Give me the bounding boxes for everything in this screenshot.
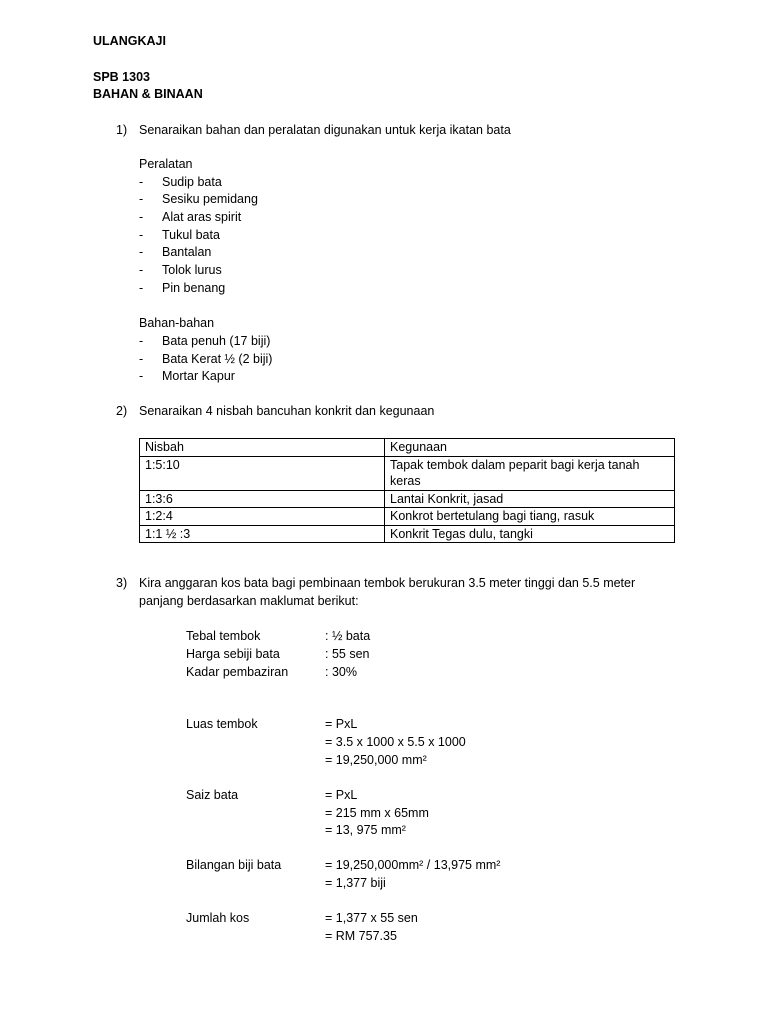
table-row [140, 525, 675, 543]
calc-line: = 13, 975 mm² [325, 823, 406, 837]
table-cell: 1:1 ½ :3 [140, 525, 385, 543]
list-dash: - [139, 334, 144, 348]
brick-size-label: Saiz bata [186, 788, 239, 802]
q1-question: Senaraikan bahan dan peralatan digunakan untuk kerja ikatan bata [139, 123, 511, 137]
q1-tools-heading: Peralatan [139, 157, 193, 171]
calc-line: = 19,250,000mm² / 13,975 mm² [325, 858, 501, 872]
table-header-row [140, 439, 675, 457]
given-value: : ½ bata [325, 629, 371, 643]
given-value: : 55 sen [325, 647, 370, 661]
tool-item: Tolok lurus [162, 263, 222, 277]
q3-question-line2: panjang berdasarkan maklumat berikut: [139, 594, 359, 608]
course-code: SPB 1303 [93, 70, 150, 84]
tool-item: Bantalan [162, 245, 212, 259]
area-label: Luas tembok [186, 717, 258, 731]
q3-question-line1: Kira anggaran kos bata bagi pembinaan tembok berukuran 3.5 meter tinggi dan 5.5 meter [139, 576, 636, 590]
list-dash: - [139, 263, 144, 277]
list-dash: - [139, 245, 144, 259]
doc-title: ULANGKAJI [93, 34, 166, 48]
calc-line: = 19,250,000 mm² [325, 753, 427, 767]
calc-line: = PxL [325, 717, 358, 731]
tool-item: Sesiku pemidang [162, 192, 258, 206]
calc-line: = 3.5 x 1000 x 5.5 x 1000 [325, 735, 466, 749]
q1-number: 1) [116, 123, 128, 137]
list-dash: - [139, 369, 144, 383]
list-dash: - [139, 228, 144, 242]
list-dash: - [139, 175, 144, 189]
tool-item: Tukul bata [162, 228, 220, 242]
table-row [140, 456, 675, 490]
q2-number: 2) [116, 404, 128, 418]
table-cell: 1:5:10 [140, 456, 385, 490]
table-cell: Konkrit Tegas dulu, tangki [385, 525, 675, 543]
calc-line: = PxL [325, 788, 358, 802]
calc-line: = 1,377 biji [325, 876, 386, 890]
q1-materials-heading: Bahan-bahan [139, 316, 215, 330]
table-cell: 1:2:4 [140, 508, 385, 526]
table-cell: Konkrot bertetulang bagi tiang, rasuk [385, 508, 675, 526]
table-row [140, 508, 675, 526]
calc-line: = RM 757.35 [325, 929, 397, 943]
material-item: Bata penuh (17 biji) [162, 334, 271, 348]
table-row [140, 490, 675, 508]
list-dash: - [139, 192, 144, 206]
given-label: Harga sebiji bata [186, 647, 280, 661]
given-label: Tebal tembok [186, 629, 261, 643]
table-header-cell: Nisbah [140, 439, 385, 457]
tool-item: Sudip bata [162, 175, 222, 189]
tool-item: Alat aras spirit [162, 210, 242, 224]
table-cell: Lantai Konkrit, jasad [385, 490, 675, 508]
total-cost-label: Jumlah kos [186, 911, 250, 925]
list-dash: - [139, 281, 144, 295]
course-name: BAHAN & BINAAN [93, 87, 203, 101]
table-header-cell: Kegunaan [385, 439, 675, 457]
material-item: Mortar Kapur [162, 369, 235, 383]
brick-count-label: Bilangan biji bata [186, 858, 282, 872]
calc-line: = 215 mm x 65mm [325, 806, 429, 820]
material-item: Bata Kerat ½ (2 biji) [162, 352, 273, 366]
list-dash: - [139, 352, 144, 366]
calc-line: = 1,377 x 55 sen [325, 911, 418, 925]
mix-ratio-table [139, 438, 675, 543]
list-dash: - [139, 210, 144, 224]
given-value: : 30% [325, 665, 357, 679]
table-cell: 1:3:6 [140, 490, 385, 508]
q3-number: 3) [116, 576, 128, 590]
given-label: Kadar pembaziran [186, 665, 289, 679]
q2-question: Senaraikan 4 nisbah bancuhan konkrit dan kegunaan [139, 404, 435, 418]
tool-item: Pin benang [162, 281, 226, 295]
table-cell: Tapak tembok dalam peparit bagi kerja tanah keras [385, 456, 675, 490]
